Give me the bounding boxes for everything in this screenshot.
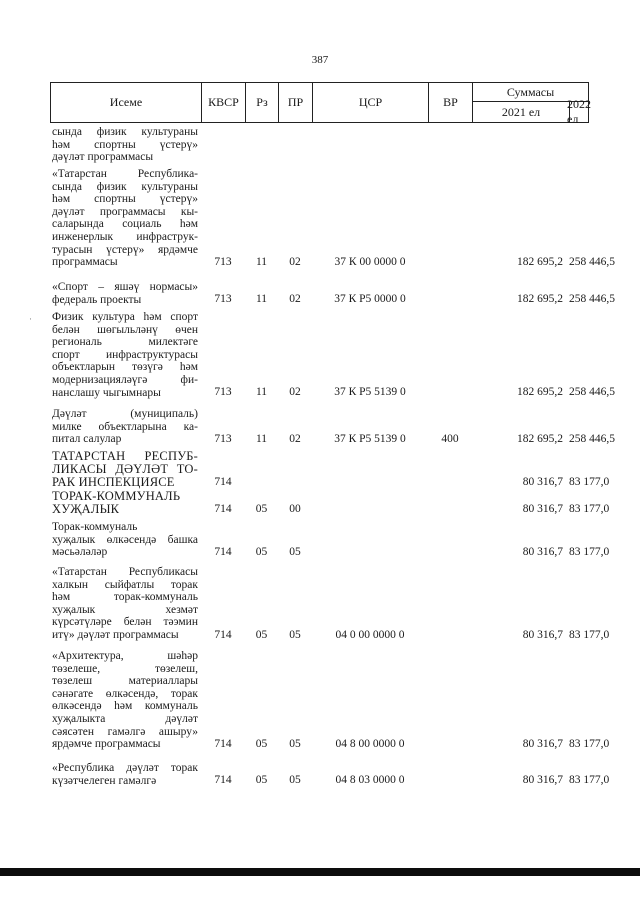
row-name-line: «Татарстан Республикасы xyxy=(52,566,198,578)
cell-kvsr: 713 xyxy=(214,293,232,306)
row-name-line: «Республика дәүләт торак xyxy=(52,762,198,774)
row-name xyxy=(52,311,198,399)
cell-sum-2022: 83 177,0 xyxy=(569,545,610,558)
cell-pr: 02 xyxy=(289,255,301,268)
cell-pr: 00 xyxy=(289,503,301,515)
row-name xyxy=(52,566,198,642)
row-name-line: хуҗалык өлкәсендә башка xyxy=(52,533,198,546)
row-name-line: төзелеш материаллары xyxy=(52,675,198,688)
cell-kvsr: 713 xyxy=(214,255,232,268)
row-name-line: сында физик культураны xyxy=(52,126,198,138)
cell-sum-2022: 83 177,0 xyxy=(569,774,610,787)
row-name-line: хуҗалык хезмәт xyxy=(52,603,198,616)
cell-rz: 11 xyxy=(255,386,268,399)
column-header-name: Исеме xyxy=(51,83,202,122)
cell-sum-2021: 182 695,2 xyxy=(517,432,563,445)
cell-csr: 37 К Р5 5139 0 xyxy=(334,432,406,445)
row-name-line: мәсьәләләр xyxy=(52,546,108,559)
row-name-line: ТОРАК-КОММУНАЛЬ xyxy=(52,490,181,503)
row-name-line: сәнәгате өлкәсендә, торак xyxy=(52,687,198,700)
row-name xyxy=(52,450,198,489)
row-name-line: модернизацияләүгә фи- xyxy=(52,373,198,386)
row-name-line: федераль проекты xyxy=(52,293,142,306)
cell-rz: 05 xyxy=(255,545,268,558)
table-row xyxy=(50,490,610,516)
cell-rz: 05 xyxy=(255,774,268,787)
row-name-line: ТАТАРСТАН РЕСПУБ- xyxy=(52,450,198,463)
row-name-line: белән шөгыльләнү өчен xyxy=(52,323,198,336)
table-row xyxy=(50,450,610,489)
row-name-line: Дәүләт (муниципаль) xyxy=(52,408,198,420)
cell-sum-2021: 182 695,2 xyxy=(517,293,563,306)
column-header-vr: ВР xyxy=(429,83,473,122)
table-row xyxy=(50,521,610,559)
cell-sum-2022: 258 446,5 xyxy=(569,255,615,268)
cell-sum-2021: 80 316,7 xyxy=(522,503,563,515)
cell-rz: 11 xyxy=(255,255,268,268)
cell-pr: 02 xyxy=(289,293,301,306)
cell-rz: 11 xyxy=(255,293,268,306)
column-header-kvsr: КВСР xyxy=(202,83,246,122)
row-name-line: «Спорт – яшәү нормасы» xyxy=(52,281,198,293)
table-header xyxy=(50,82,591,126)
cell-rz: 05 xyxy=(255,628,268,641)
cell-sum-2022: 258 446,5 xyxy=(569,386,615,399)
cell-rz: 05 xyxy=(255,737,268,750)
row-name-line: ХУҖАЛЫК xyxy=(52,502,120,516)
cell-csr: 37 К 00 0000 0 xyxy=(334,255,406,268)
cell-kvsr: 714 xyxy=(214,628,232,641)
row-name-line: Торак-коммуналь xyxy=(52,521,138,533)
row-name-line: Физик культура һәм спорт xyxy=(52,311,198,323)
row-name-line: һәм спортны үстерү» xyxy=(52,193,198,206)
cell-sum-2021: 80 316,7 xyxy=(522,774,563,787)
row-name-line: ЛИКАСЫ ДӘҮЛӘТ ТО- xyxy=(52,463,198,476)
cell-rz: 05 xyxy=(255,503,268,515)
cell-kvsr: 714 xyxy=(214,774,232,787)
row-name-line: дәүләт программасы xyxy=(52,151,154,164)
row-name xyxy=(52,126,198,164)
cell-pr: 05 xyxy=(289,774,301,787)
row-name xyxy=(52,168,198,269)
row-name-line: «Архитектура, шәһәр xyxy=(52,650,198,662)
cell-csr: 37 К Р5 0000 0 xyxy=(334,293,406,306)
cell-kvsr: 713 xyxy=(214,432,232,445)
row-name-line: хуҗалыкта дәүләт xyxy=(52,712,198,725)
cell-sum-2022: 83 177,0 xyxy=(569,737,610,750)
table-row xyxy=(50,650,610,751)
cell-kvsr: 714 xyxy=(214,737,232,750)
row-name-line: ярдәмче программасы xyxy=(52,738,161,751)
cell-kvsr: 714 xyxy=(214,545,232,558)
column-header-csr: ЦСР xyxy=(313,83,429,122)
row-name-line: милке объектларына ка- xyxy=(52,420,198,433)
row-name xyxy=(52,281,198,306)
row-name-line: турасын үстерү» ярдәмче xyxy=(52,243,198,256)
cell-pr: 05 xyxy=(289,545,301,558)
page-number: 387 xyxy=(311,54,329,66)
cell-sum-2022: 83 177,0 xyxy=(569,476,610,488)
cell-pr: 02 xyxy=(289,386,301,399)
cell-sum-2021: 80 316,7 xyxy=(522,737,563,750)
table-row xyxy=(50,762,610,787)
row-name xyxy=(52,650,198,751)
row-name xyxy=(52,762,198,787)
column-header-2022: 2022 ел xyxy=(567,97,591,126)
row-name-line: күрсәтүләре белән тәэмин xyxy=(52,616,198,629)
row-name-line: халкын сыйфатлы торак xyxy=(52,578,198,591)
cell-pr: 05 xyxy=(289,628,301,641)
cell-sum-2021: 80 316,7 xyxy=(522,628,563,641)
row-name xyxy=(52,408,198,446)
column-header-sums: Суммасы xyxy=(473,83,588,102)
cell-csr: 37 К Р5 5139 0 xyxy=(334,386,406,399)
column-header-pr: ПР xyxy=(279,83,313,122)
cell-csr: 04 8 00 0000 0 xyxy=(335,737,405,750)
cell-sum-2021: 80 316,7 xyxy=(522,476,563,488)
cell-pr: 02 xyxy=(289,432,301,445)
cell-sum-2022: 83 177,0 xyxy=(569,503,610,515)
table-row xyxy=(50,311,615,399)
cell-sum-2022: 258 446,5 xyxy=(569,293,615,306)
row-name-line: өлкәсендә һәм коммуналь xyxy=(52,700,198,713)
table-row xyxy=(50,408,615,446)
table-row xyxy=(50,566,610,642)
row-name-line: сәясәтен гамәлгә ашыру» xyxy=(52,725,198,738)
scan-bottom-edge xyxy=(0,868,640,876)
table-row xyxy=(50,281,615,306)
row-name-line: программасы xyxy=(52,256,118,269)
cell-sum-2021: 80 316,7 xyxy=(522,545,563,558)
cell-sum-2022: 83 177,0 xyxy=(569,628,610,641)
cell-kvsr: 714 xyxy=(214,476,232,488)
row-name-line: РАК ИНСПЕКЦИЯСЕ xyxy=(52,475,175,489)
cell-sum-2022: 258 446,5 xyxy=(569,432,615,445)
row-name-line: спорт инфраструктурасы xyxy=(52,348,198,361)
row-name-line: күзәтчелеген гамәлгә xyxy=(52,774,157,787)
table-row xyxy=(50,126,589,164)
row-name-line: һәм торак-коммуналь xyxy=(52,591,198,604)
row-name-line: төзелеше, төзелеш, xyxy=(52,662,198,675)
row-name-line: дәүләт программасы кы- xyxy=(52,205,198,218)
cell-kvsr: 713 xyxy=(214,386,232,399)
cell-sum-2021: 182 695,2 xyxy=(517,386,563,399)
row-name-line: һәм спортны үстерү» xyxy=(52,138,198,151)
column-header-2021: 2021 ел xyxy=(473,102,570,122)
scan-speck: · xyxy=(29,314,32,324)
row-name-line: инженерлык инфраструк- xyxy=(52,230,198,243)
row-name-line: региональ милектәге xyxy=(52,336,198,349)
row-name-line: «Татарстан Республика- xyxy=(52,168,198,180)
row-name xyxy=(52,521,198,559)
cell-rz: 11 xyxy=(255,432,268,445)
row-name xyxy=(52,490,198,516)
cell-kvsr: 714 xyxy=(214,503,232,515)
row-name-line: объектларын төзүгә һәм xyxy=(52,361,198,374)
cell-sum-2021: 182 695,2 xyxy=(517,255,563,268)
cell-pr: 05 xyxy=(289,737,301,750)
row-name-line: нанслашу чыгымнары xyxy=(52,386,161,399)
row-name-line: итү» дәүләт программасы xyxy=(52,628,179,641)
row-name-line: сында физик культураны xyxy=(52,180,198,193)
cell-csr: 04 0 00 0000 0 xyxy=(335,628,405,641)
cell-vr: 400 xyxy=(441,432,459,445)
column-header-rz: Рз xyxy=(246,83,279,122)
cell-csr: 04 8 03 0000 0 xyxy=(335,774,405,787)
table-row xyxy=(50,168,615,269)
row-name-line: питал салулар xyxy=(52,433,122,446)
row-name-line: саларында социаль һәм xyxy=(52,218,198,231)
